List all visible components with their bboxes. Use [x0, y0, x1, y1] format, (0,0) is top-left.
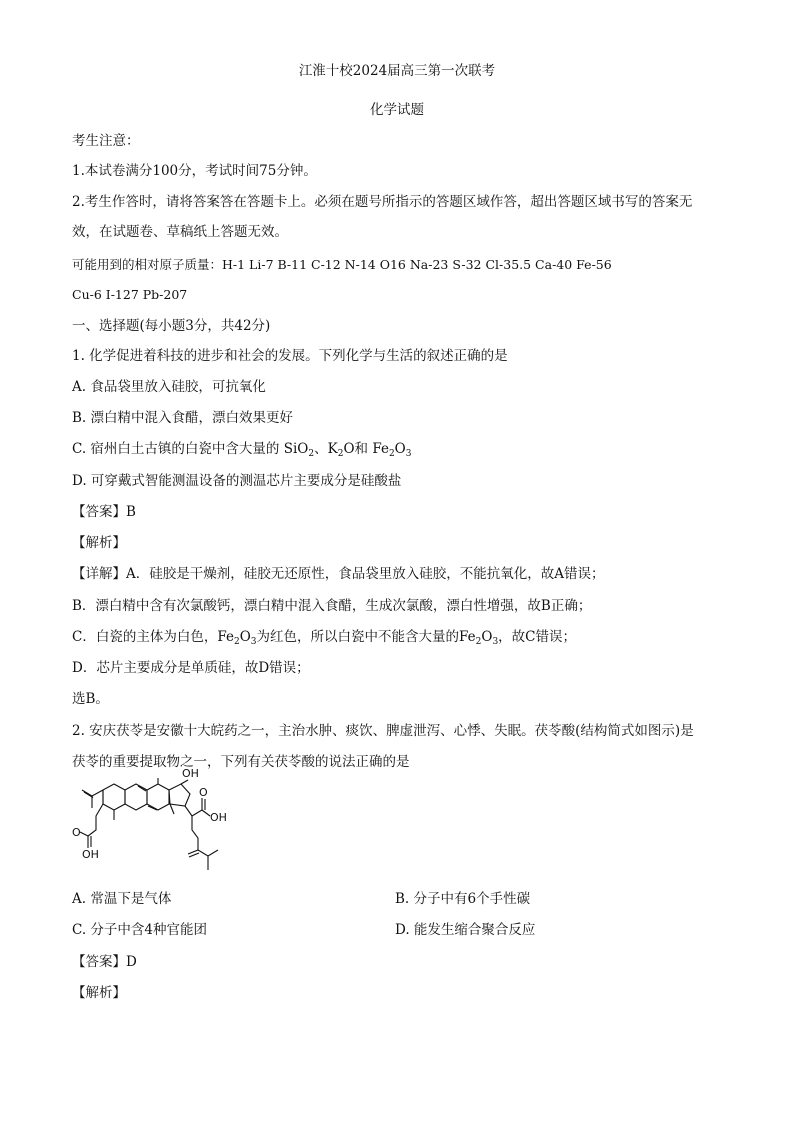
skeleton-bonds: [80, 778, 218, 870]
q2-answer: 【答案】D: [72, 954, 137, 970]
q1-option-b: B. 漂白精中混入食醋，漂白效果更好: [72, 410, 294, 426]
pachymic-acid-structure: [70, 767, 240, 883]
label-carbonyl-o: O: [199, 786, 208, 799]
atomic-masses-line-2: Cu-6 I-127 Pb-207: [72, 287, 188, 302]
q1-detail-b: B．漂白精中含有次氯酸钙，漂白精中混入食醋，生成次氯酸，漂白性增强，故B正确；: [72, 598, 592, 614]
q1-analysis-label: 【解析】: [72, 535, 126, 551]
atomic-masses-line-1: 可能用到的相对原子质量：H-1 Li-7 B-11 C-12 N-14 O16 Na-23 S-32 Cl-35.5 Ca-40 Fe-56: [72, 257, 612, 272]
q2-option-b: B. 分子中有6个手性碳: [395, 891, 531, 907]
q1-option-c: C. 宿州白土古镇的白瓷中含大量的 SiO$_2$、$K_2O$和 $Fe_2O_3$: [72, 441, 412, 459]
notice-item-2-line-2: 效，在试题卷、草稿纸上答题无效。: [72, 224, 288, 240]
q2-stem-line-2: 茯苓的重要提取物之一，下列有关茯苓酸的说法正确的是: [72, 754, 410, 770]
q2-stem-line-1: 2. 安庆茯苓是安徽十大皖药之一，主治水肿、痰饮、脾虚泄泻、心悸、失眠。茯苓酸(结构简式如图示)是: [72, 723, 694, 739]
exam-title: 江淮十校2024届高三第一次联考: [298, 63, 496, 79]
exam-subject: 化学试题: [370, 102, 424, 118]
label-oh-left: OH: [82, 848, 99, 861]
q1-option-d: D. 可穿戴式智能测温设备的测温芯片主要成分是硅酸盐: [72, 473, 402, 489]
q2-option-a: A. 常温下是气体: [72, 891, 172, 907]
label-carbonyl-o-left: O: [72, 826, 81, 839]
q2-option-c: C. 分子中含4种官能团: [72, 922, 208, 938]
notice-item-1: 1.本试卷满分100分，考试时间75分钟。: [72, 163, 317, 179]
q1-detail-a: 【详解】A．硅胶是干燥剂，硅胶无还原性，食品袋里放入硅胶，不能抗氧化，故A错误；: [72, 566, 605, 582]
q1-detail-c: C．白瓷的主体为白色，$Fe_2O_3$为红色，所以白瓷中不能含大量的$Fe_2O_3$，故C错误；: [72, 629, 577, 647]
label-oh-top: OH: [182, 767, 199, 780]
label-oh-right: OH: [210, 811, 227, 824]
q1-option-a: A. 食品袋里放入硅胶，可抗氧化: [72, 379, 266, 395]
notice-heading: 考生注意：: [72, 133, 140, 149]
q1-answer: 【答案】B: [72, 504, 136, 520]
notice-item-2-line-1: 2.考生作答时，请将答案答在答题卡上。必须在题号所指示的答题区域作答，超出答题区域书写的答案无: [72, 194, 693, 210]
q2-analysis-label: 【解析】: [72, 985, 126, 1001]
q1-conclusion: 选B。: [72, 691, 109, 707]
q1-detail-d: D．芯片主要成分是单质硅，故D错误；: [72, 660, 310, 676]
q2-option-d: D. 能发生缩合聚合反应: [395, 922, 536, 938]
section-heading: 一、选择题(每小题3分，共42分): [72, 318, 271, 334]
q1-stem: 1. 化学促进着科技的进步和社会的发展。下列化学与生活的叙述正确的是: [72, 348, 508, 364]
